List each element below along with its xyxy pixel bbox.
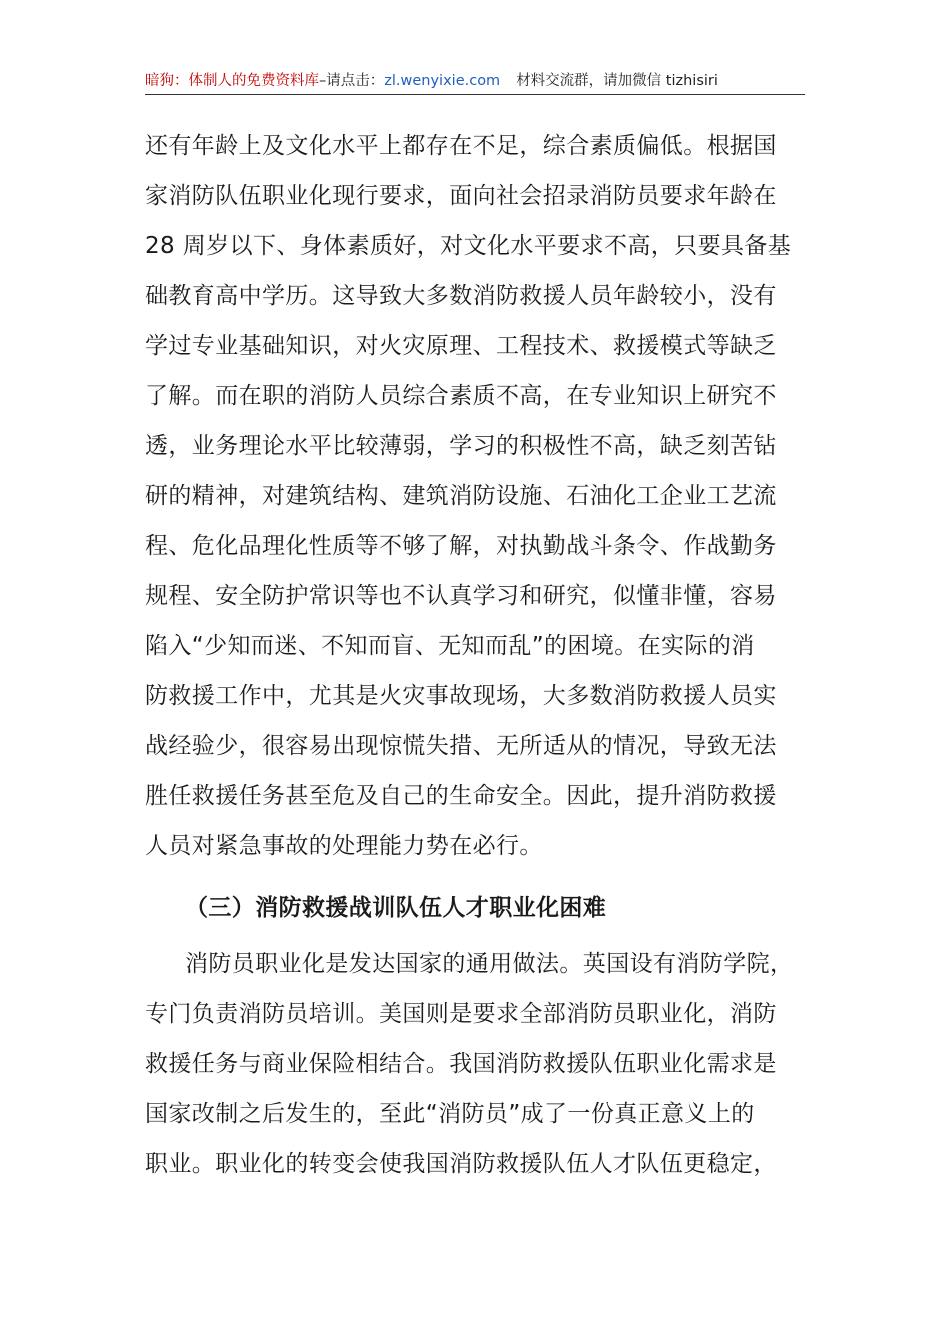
section-heading: （三）消防救援战训队伍人才职业化困难 [185,895,607,921]
text-line: 础教育高中学历。这导致大多数消防救援人员年龄较小，没有 [145,283,777,309]
text-line: 救援任务与商业保险相结合。我国消防救援队伍职业化需求是 [145,1051,777,1077]
page-header [145,68,805,95]
text-line: 了解。而在职的消防人员综合素质不高，在专业知识上研究不 [145,383,777,409]
header-link[interactable]: zl.wenyixie.com [384,73,501,89]
header-brand: 暗狗：体制人的免费资料库 [145,73,319,89]
text-line: 人员对紧急事故的处理能力势在必行。 [145,833,543,859]
text-line: 研的精神，对建筑结构、建筑消防设施、石油化工企业工艺流 [145,483,777,509]
document-body [145,121,805,1189]
text-line: 程、危化品理化性质等不够了解，对执勤战斗条令、作战勤务 [145,533,777,559]
text-line: 学过专业基础知识，对火灾原理、工程技术、救援模式等缺乏 [145,333,777,359]
text-line: 家消防队伍职业化现行要求，面向社会招录消防员要求年龄在 [145,183,777,209]
text-line: 还有年龄上及文化水平上都存在不足，综合素质偏低。根据国 [145,133,777,159]
text-line: 胜任救援任务甚至危及自己的生命安全。因此，提升消防救援 [145,783,777,809]
text-line: 战经验少，很容易出现惊慌失措、无所适从的情况，导致无法 [145,733,777,759]
paragraph-2 [145,939,805,1189]
text-line: 防救援工作中，尤其是火灾事故现场，大多数消防救援人员实 [145,683,777,709]
header-click-prefix: –请点击： [319,73,385,89]
text-line: 陷入“少知而迷、不知而盲、无知而乱”的困境。在实际的消 [145,633,755,659]
text-line: 职业。职业化的转变会使我国消防救援队伍人才队伍更稳定， [145,1151,777,1177]
header-group-text: 材料交流群，请加微信 tizhisiri [516,73,718,89]
text-line: 规程、安全防护常识等也不认真学习和研究，似懂非懂，容易 [145,583,777,609]
text-line: 透，业务理论水平比较薄弱，学习的积极性不高，缺乏刻苦钻 [145,433,777,459]
text-line: 专门负责消防员培训。美国则是要求全部消防员职业化，消防 [145,1001,777,1027]
text-line: 28 周岁以下、身体素质好，对文化水平要求不高，只要具备基 [145,233,792,259]
text-line: 消防员职业化是发达国家的通用做法。英国设有消防学院， [185,951,794,977]
text-line: 国家改制之后发生的，至此“消防员”成了一份真正意义上的 [145,1101,755,1127]
paragraph-1 [145,121,805,871]
